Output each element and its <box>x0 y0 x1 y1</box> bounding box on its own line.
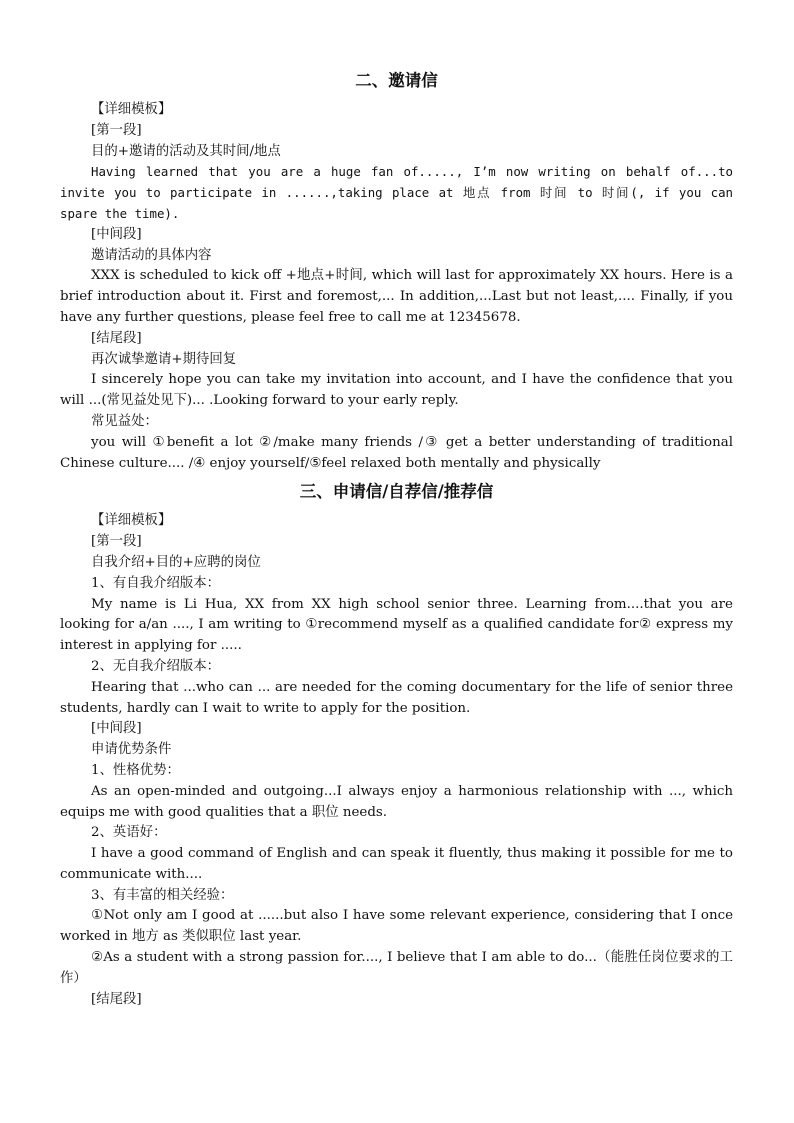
version-without-intro-label: 2、无自我介绍版本： <box>91 658 221 674</box>
section-title-invitation: 二、邀请信 <box>355 71 438 90</box>
tag-end-paragraph: [结尾段] <box>91 991 142 1007</box>
tag-middle-paragraph: [中间段] <box>91 721 142 737</box>
end-paragraph-desc: 再次诚挚邀请+期待回复 <box>91 351 237 367</box>
first-paragraph-desc: 自我介绍+目的+应聘的岗位 <box>91 554 261 570</box>
first-paragraph-desc: 目的+邀请的活动及其时间/地点 <box>91 143 281 159</box>
advantage-english-label: 2、英语好： <box>91 825 167 841</box>
advantage-english-text: I have a good command of English and can speak it fluently, thus making it possible for me to communicate with.... <box>60 846 733 882</box>
version-with-intro-text: My name is Li Hua, XX from XX high school senior three. Learning from....that you are looking for a/an ...., I am writing to ①recommend myself as a qualified candidate for② express my interest in applying for ..... <box>60 596 733 654</box>
middle-paragraph-text: XXX is scheduled to kick off +地点+时间, which will last for approximately XX hours. Here is a brief introduction about it. First and foremost,... In addition,...Last but not least,.... Finally, if you have any further questions, please feel free to call me at 12345678. <box>60 268 733 325</box>
version-without-intro-text: Hearing that ...who can ... are needed for the coming documentary for the life of senior three students, hardly can I wait to write to apply for the position. <box>60 679 733 716</box>
tag-detailed-template: 【详细模板】 <box>91 513 172 529</box>
advantage-experience-text-1: ①Not only am I good at ......but also I have some relevant experience, considering that I once worked in 地方 as 类似职位 last year. <box>60 908 733 945</box>
advantage-experience-label: 3、有丰富的相关经验： <box>91 887 234 903</box>
section-title-application: 三、申请信/自荐信/推荐信 <box>299 482 494 502</box>
tag-middle-paragraph: [中间段] <box>91 226 142 242</box>
tag-detailed-template: 【详细模板】 <box>91 102 172 117</box>
tag-end-paragraph: [结尾段] <box>91 330 142 346</box>
first-paragraph-text: Having learned that you are a huge fan of....., I’m now writing on behalf of...to invite you to participate in ......,taking place at 地点 from 时间 to 时间(, if you can spare the time). <box>60 164 733 221</box>
tag-first-paragraph: [第一段] <box>91 122 142 138</box>
advantage-experience-text-2: ②As a student with a strong passion for...., I believe that I am able to do...（能胜任岗位要求的工作） <box>60 950 733 986</box>
advantage-personality-label: 1、性格优势： <box>91 762 180 778</box>
middle-paragraph-desc: 申请优势条件 <box>91 742 172 758</box>
end-paragraph-text: I sincerely hope you can take my invitation into account, and I have the confidence that you will ...(常见益处见下)... .Looking forward to your early reply. <box>60 372 733 409</box>
version-with-intro-label: 1、有自我介绍版本： <box>91 575 221 591</box>
benefit-title: 常见益处： <box>91 413 158 429</box>
advantage-personality-text: As an open-minded and outgoing...I always enjoy a harmonious relationship with ..., which equips me with good qualities that a 职位 needs. <box>60 783 733 820</box>
tag-first-paragraph: [第一段] <box>91 534 142 550</box>
middle-paragraph-desc: 邀请活动的具体内容 <box>91 247 212 263</box>
benefit-text: you will ①benefit a lot ②/make many friends /③ get a better understanding of traditional Chinese culture.... /④ enjoy yourself/⑤feel relaxed both mentally and physically <box>60 434 733 471</box>
